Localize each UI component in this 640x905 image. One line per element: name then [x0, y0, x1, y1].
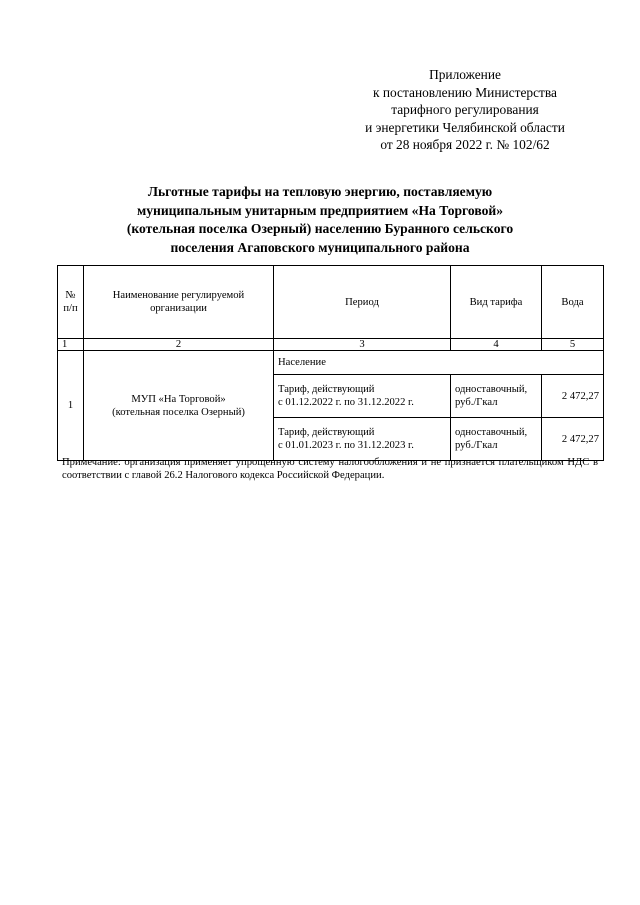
column-number: 5	[542, 339, 604, 351]
footnote: Примечание: организация применяет упрощенную систему налогообложения и не признается плательщиком НДС в соответствии с главой 26.2 Налогового кодекса Российской Федерации.	[62, 457, 598, 481]
header-org-line: Наименование регулируемой	[112, 290, 245, 301]
row-number: 1	[58, 351, 84, 461]
table-row	[58, 351, 604, 375]
column-number: 3	[274, 339, 451, 351]
header-tariff-type: Вид тарифа	[451, 266, 542, 339]
header-num-line: №	[65, 290, 76, 301]
column-number: 4	[451, 339, 542, 351]
period-line: Тариф, действующий	[278, 427, 375, 438]
title-line: (котельная поселка Озерный) населению Буранного сельского	[126, 221, 514, 236]
period-line: с 01.01.2023 г. по 31.12.2023 г.	[278, 440, 414, 451]
period-line: Тариф, действующий	[278, 384, 375, 395]
column-number: 1	[58, 339, 84, 351]
organization-line: (котельная поселка Озерный)	[112, 406, 245, 418]
header-org-line: организации	[150, 303, 207, 314]
header-organization	[84, 266, 274, 339]
appendix-line: тарифного регулирования	[391, 102, 539, 117]
title-line: муниципальным унитарным предприятием «На Торговой»	[136, 202, 504, 218]
appendix-date-line: от 28 ноября 2022 г. № 102/62	[380, 137, 550, 152]
organization-line: МУП «На Торговой»	[131, 393, 226, 405]
appendix-line: Приложение	[429, 67, 501, 82]
tariff-period	[274, 418, 451, 461]
header-water: Вода	[542, 266, 604, 339]
type-line: руб./Гкал	[455, 397, 498, 408]
header-num-line: п/п	[63, 303, 78, 314]
tariff-value: 2 472,27	[542, 418, 604, 461]
period-line: с 01.12.2022 г. по 31.12.2022 г.	[278, 397, 414, 408]
appendix-line: и энергетики Челябинской области	[365, 119, 565, 135]
tariff-period	[274, 375, 451, 418]
appendix-line: к постановлению Министерства	[373, 84, 557, 100]
tariff-type	[451, 418, 542, 461]
type-line: одноставочный,	[455, 384, 528, 395]
title-line: Льготные тарифы на тепловую энергию, поставляемую	[147, 184, 493, 199]
column-numbers-row	[58, 339, 604, 351]
type-line: руб./Гкал	[455, 440, 498, 451]
tariff-value: 2 472,27	[542, 375, 604, 418]
tariff-table	[57, 265, 604, 461]
header-period: Период	[274, 266, 451, 339]
tariff-type	[451, 375, 542, 418]
document-title	[40, 183, 600, 257]
table-header-row	[58, 266, 604, 339]
column-number: 2	[84, 339, 274, 351]
appendix-block	[340, 66, 590, 154]
organization-name	[84, 351, 274, 461]
group-label: Население	[274, 351, 604, 375]
header-num	[58, 266, 84, 339]
type-line: одноставочный,	[455, 427, 528, 438]
title-line: поселения Агаповского муниципального района	[170, 239, 470, 255]
